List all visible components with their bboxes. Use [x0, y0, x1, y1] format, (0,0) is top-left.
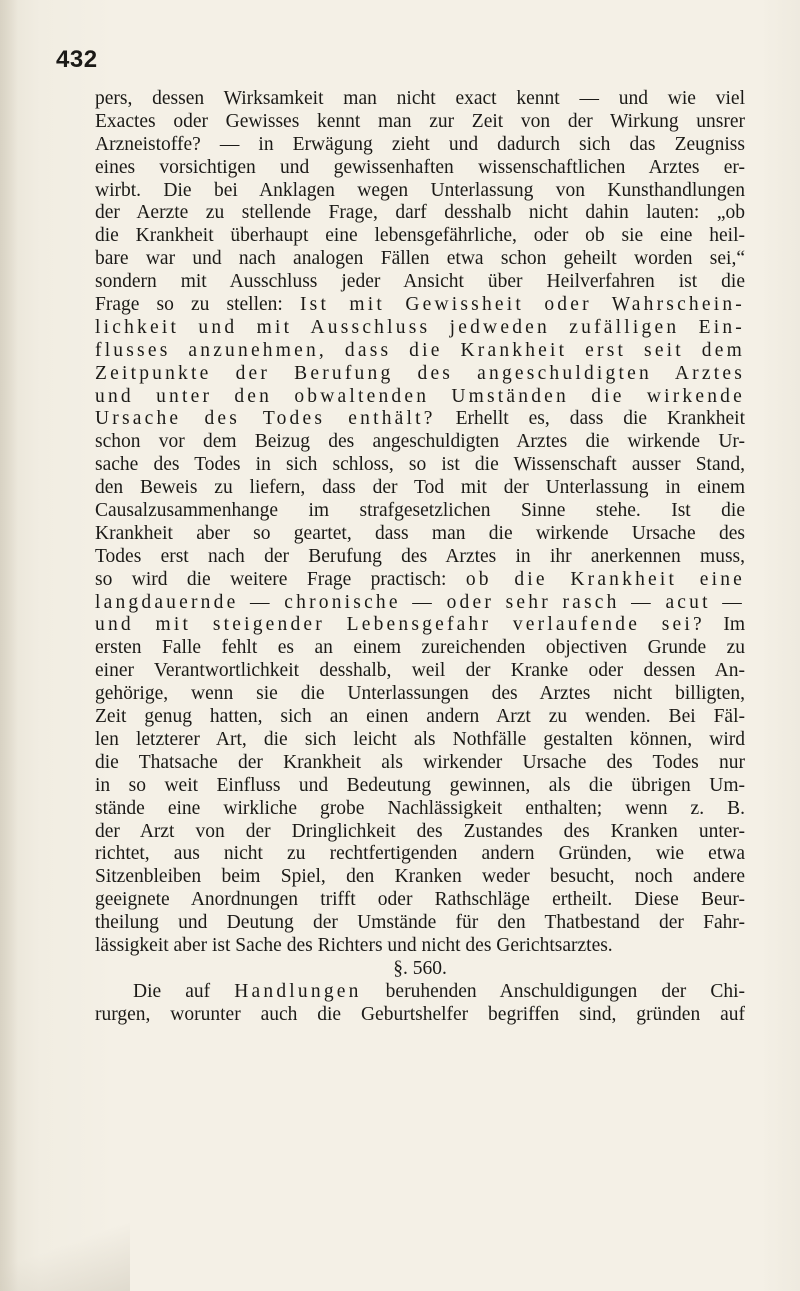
- text-line: den Beweis zu liefern, dass der Tod mit der Unterlassung in einem: [95, 477, 745, 499]
- emphasized-text: und mit steigender Lebensgefahr verlaufende sei?: [95, 614, 705, 636]
- text-line: Krankheit aber so geartet, dass man die wirkende Ursache des: [95, 522, 745, 544]
- text-line: ersten Falle fehlt es an einem zureichenden objectiven Grunde zu: [95, 637, 745, 659]
- plain-text: Erhellt es, dass die Krankheit: [435, 408, 745, 430]
- text-line: pers, dessen Wirksamkeit man nicht exact kennt — und wie viel: [95, 88, 745, 109]
- text-line: wirbt. Die bei Anklagen wegen Unterlassung von Kunsthandlungen: [95, 179, 745, 201]
- text-line: len letzterer Art, die sich leicht als Nothfälle gestalten können, wird: [95, 728, 745, 750]
- text-line: geeignete Anordnungen trifft oder Rathschläge ertheilt. Diese Beur-: [95, 889, 745, 911]
- text-line: Sitzenbleiben beim Spiel, den Kranken weder besucht, noch andere: [95, 866, 745, 888]
- text-line: in so weit Einfluss und Bedeutung gewinnen, als die übrigen Um-: [95, 774, 745, 796]
- text-line: sache des Todes in sich schloss, so ist die Wissenschaft ausser Stand,: [95, 454, 745, 476]
- text-line: richtet, aus nicht zu rechtfertigenden andern Gründen, wie etwa: [95, 843, 745, 865]
- paragraph-last-line: lässigkeit aber ist Sache des Richters und nicht des Gerichtsarztes.: [95, 934, 613, 956]
- text-line: sondern mit Ausschluss jeder Ansicht über Heilverfahren ist die: [95, 271, 745, 293]
- text-line: der Aerzte zu stellende Frage, darf desshalb nicht dahin lauten: „ob: [95, 202, 745, 224]
- page-number: 432: [56, 46, 98, 73]
- text-line: gehörige, wenn sie die Unterlassungen des Arztes nicht billigten,: [95, 683, 745, 705]
- emphasized-line: und unter den obwaltenden Umständen die wirkende: [95, 385, 745, 407]
- text-line: schon vor dem Beizug des angeschuldigten Arztes die wirkende Ur-: [95, 431, 745, 453]
- emphasized-line: flusses anzunehmen, dass die Krankheit erst seit dem: [95, 339, 745, 361]
- text-line: die Krankheit überhaupt eine lebensgefährliche, oder ob sie eine heil-: [95, 225, 745, 247]
- plain-text: Frage so zu stellen:: [95, 294, 300, 316]
- plain-text: Die auf: [133, 980, 235, 1002]
- page-corner-shading: [0, 1221, 130, 1291]
- text-line: die Thatsache der Krankheit als wirkender Ursache des Todes nur: [95, 751, 745, 773]
- section-heading: §. 560.: [393, 957, 447, 979]
- text-line: rurgen, worunter auch die Geburtshelfer begriffen sind, gründen auf: [95, 1003, 745, 1025]
- text-line: eines vorsichtigen und gewissenhaften wissenschaftlichen Arztes er-: [95, 156, 745, 178]
- text-line-frage: [95, 294, 745, 317]
- text-line-und-mit: [95, 614, 745, 637]
- text-line: theilung und Deutung der Umstände für den Thatbestand der Fahr-: [95, 912, 745, 934]
- emphasized-text: Handlungen: [234, 980, 362, 1002]
- text-line: Causalzusammenhange im strafgesetzlichen Sinne stehe. Ist die: [95, 500, 745, 522]
- emphasized-line: Zeitpunkte der Berufung des angeschuldigten Arztes: [95, 362, 745, 384]
- text-line: Todes erst nach der Berufung des Arztes in ihr anerkennen muss,: [95, 545, 745, 567]
- text-line: einer Verantwortlichkeit desshalb, weil der Kranke oder dessen An-: [95, 660, 745, 682]
- text-line: Exactes oder Gewisses kennt man zur Zeit von der Wirkung unsrer: [95, 110, 745, 132]
- emphasized-text: Ursache des Todes enthält?: [95, 408, 436, 430]
- text-line: Zeit genug hatten, sich an einen andern Arzt zu wenden. Bei Fäl-: [95, 706, 745, 728]
- text-line: Arzneistoffe? — in Erwägung zieht und dadurch sich das Zeugniss: [95, 133, 745, 155]
- plain-text: so wird die weitere Frage practisch:: [95, 568, 466, 590]
- text-line: der Arzt von der Dringlichkeit des Zustandes des Kranken unter-: [95, 820, 745, 842]
- emphasized-text: ob die Krankheit eine: [465, 568, 745, 590]
- text-line: bare war und nach analogen Fällen etwa schon geheilt worden sei,“: [95, 248, 745, 270]
- text-line-die-auf: [95, 981, 745, 1004]
- emphasized-line: lichkeit und mit Ausschluss jedweden zufälligen Ein-: [95, 316, 745, 338]
- text-line-so-wird: [95, 569, 745, 592]
- page-gutter-shadow: [0, 0, 18, 1291]
- body-text: [95, 88, 745, 1027]
- plain-text: Im: [704, 614, 745, 636]
- emphasized-line: langdauernde — chronische — oder sehr rasch — acut —: [95, 591, 745, 613]
- emphasized-text: Ist mit Gewissheit oder Wahrschein-: [299, 294, 745, 316]
- text-line-ursache: [95, 408, 745, 431]
- text-line: stände eine wirkliche grobe Nachlässigkeit enthalten; wenn z. B.: [95, 797, 745, 819]
- plain-text: beruhenden Anschuldigungen der Chi-: [361, 980, 745, 1002]
